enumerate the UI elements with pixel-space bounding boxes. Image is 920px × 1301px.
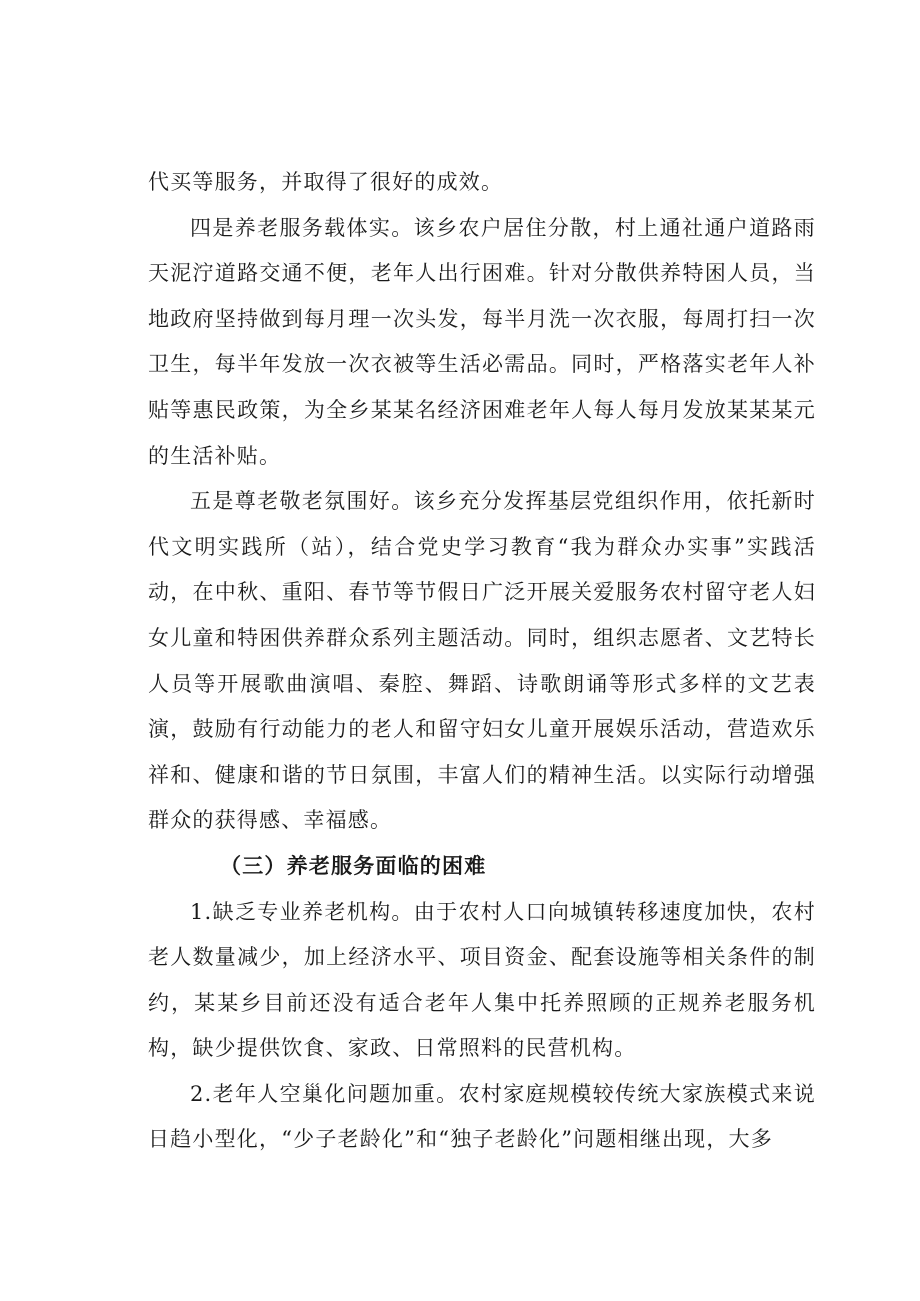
section-heading-difficulties: （三）养老服务面临的困难 bbox=[220, 853, 487, 878]
paragraph-elderly-service-carrier: 四是养老服务载体实。该乡农户居住分散，村上通社通户道路雨天泥泞道路交通不便，老年人出行困难。针对分散供养特困人员，当地政府坚持做到每月理一次头发，每半月洗一次衣服，每周打扫一次卫生，每半年发放一次衣被等生活必需品。同时，严格落实老年人补贴等惠民政策，为全乡某某名经济困难老年人每人每月发放某某某元的生活补贴。 bbox=[148, 215, 816, 468]
paragraph-lack-of-institutions: 1.缺乏专业养老机构。由于农村人口向城镇转移速度加快，农村老人数量减少，加上经济水平、项目资金、配套设施等相关条件的制约，某某乡目前还没有适合老年人集中托养照顾的正规养老服务机构，缺少提供饮食、家政、日常照料的民营机构。 bbox=[148, 899, 816, 1061]
paragraph-respect-elderly-atmosphere: 五是尊老敬老氛围好。该乡充分发挥基层党组织作用，依托新时代文明实践所（站），结合党史学习教育“我为群众办实事”实践活动，在中秋、重阳、春节等节假日广泛开展关爱服务农村留守老人妇女儿童和特困供养群众系列主题活动。同时，组织志愿者、文艺特长人员等开展歌曲演唱、秦腔、舞蹈、诗歌朗诵等形式多样的文艺表演，鼓励有行动能力的老人和留守妇女儿童开展娱乐活动，营造欢乐祥和、健康和谐的节日氛围，丰富人们的精神生活。以实际行动增强群众的获得感、幸福感。 bbox=[148, 489, 816, 833]
document-body bbox=[148, 160, 816, 1163]
paragraph-continuation: 代买等服务，并取得了很好的成效。 bbox=[148, 170, 504, 194]
paragraph-empty-nest: 2.老年人空巢化问题加重。农村家庭规模较传统大家族模式来说日趋小型化，“少子老龄化”和“独子老龄化”问题相继出现，大多 bbox=[148, 1081, 816, 1152]
